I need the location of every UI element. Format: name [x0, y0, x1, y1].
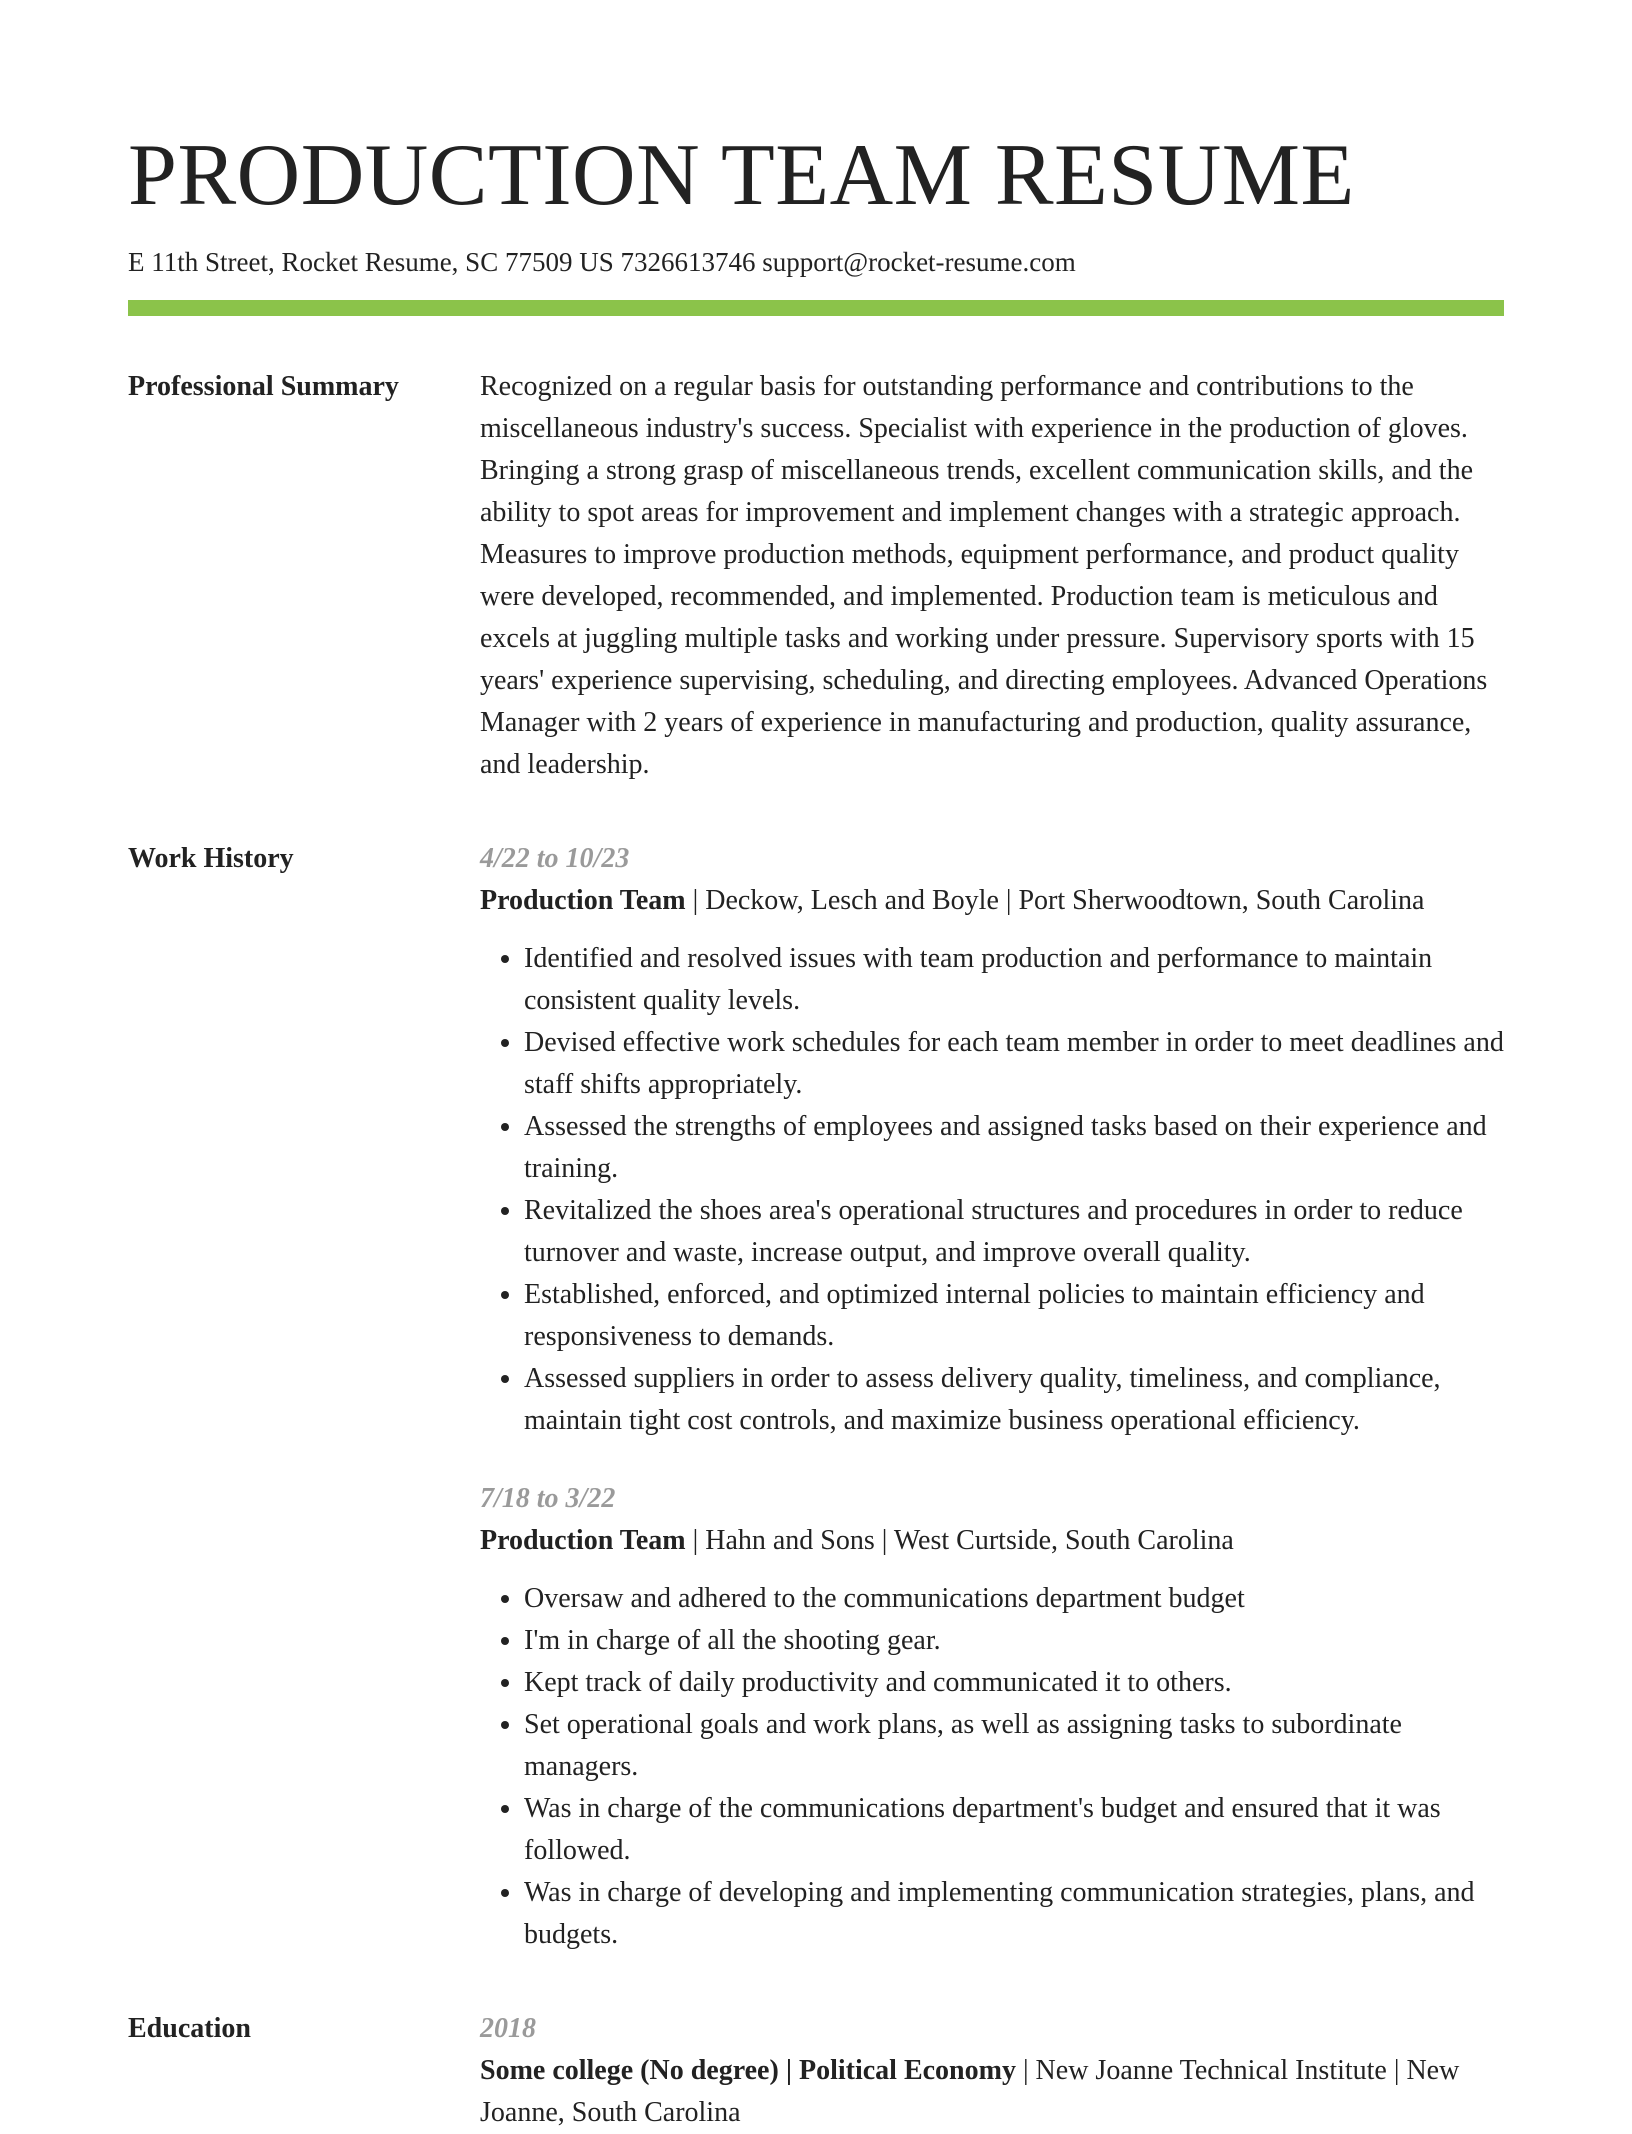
summary-body	[480, 366, 1504, 786]
job-dates: 7/18 to 3/22	[480, 1483, 616, 1515]
education-body	[480, 2008, 1504, 2134]
education-heading	[480, 2050, 1504, 2134]
list-item: • Identified and resolved issues with team production and performance to maintain consistent quality levels.	[524, 938, 1504, 1022]
contact-line: E 11th Street, Rocket Resume, SC 77509 US 7326613746 support@rocket-resume.com	[128, 247, 1076, 277]
list-item: • Established, enforced, and optimized internal policies to maintain efficiency and responsiveness to demands.	[524, 1274, 1504, 1358]
list-item: • I'm in charge of all the shooting gear.	[524, 1620, 1504, 1662]
work-history-section	[128, 838, 1504, 1956]
list-item: • Oversaw and adhered to the communications department budget	[524, 1578, 1504, 1620]
list-item: • Kept track of daily productivity and communicated it to others.	[524, 1662, 1504, 1704]
education-section	[128, 2008, 1504, 2134]
job-entry	[480, 838, 1504, 1442]
list-item: • Assessed suppliers in order to assess delivery quality, timeliness, and compliance, maintain tight cost controls, and maximize business operational efficiency.	[524, 1358, 1504, 1442]
list-item: • Devised effective work schedules for each team member in order to meet deadlines and staff shifts appropriately.	[524, 1022, 1504, 1106]
accent-divider	[128, 300, 1504, 316]
job-heading	[480, 880, 1504, 922]
section-label-summary: Professional Summary	[128, 371, 399, 403]
job-title: Production Team	[480, 885, 686, 917]
list-item: • Assessed the strengths of employees and assigned tasks based on their experience and training.	[524, 1106, 1504, 1190]
job-dates: 4/22 to 10/23	[480, 843, 630, 875]
summary-text: Recognized on a regular basis for outstanding performance and contributions to the miscellaneous industry's success. Specialist with experience in the production of gloves. Bringing a strong grasp of miscellaneous trends, excellent communication skills, and the ability to spot areas for improvement and implement changes with a strategic approach. Measures to improve production methods, equipment performance, and product quality were developed, recommended, and implemented. Production team is meticulous and excels at juggling multiple tasks and working under pressure. Supervisory sports with 15 years' experience supervising, scheduling, and directing employees. Advanced Operations Manager with 2 years of experience in manufacturing and production, quality assurance, and leadership.	[480, 371, 1488, 781]
education-details: | New Joanne Technical Institute | New Joanne, South Carolina	[480, 2055, 1460, 2129]
list-item: • Revitalized the shoes area's operational structures and procedures in order to reduce turnover and waste, increase output, and improve overall quality.	[524, 1190, 1504, 1274]
education-degree: Some college (No degree) | Political Economy	[480, 2055, 1016, 2087]
job-entry	[480, 1478, 1504, 1956]
job-details: | Deckow, Lesch and Boyle | Port Sherwoodtown, South Carolina	[685, 885, 1425, 917]
section-label-education: Education	[128, 2013, 251, 2045]
job-title: Production Team	[480, 1525, 686, 1557]
professional-summary-section	[128, 366, 1504, 786]
work-body	[480, 838, 1504, 1956]
section-label-work: Work History	[128, 843, 294, 875]
list-item: • Set operational goals and work plans, as well as assigning tasks to subordinate managers.	[524, 1704, 1504, 1788]
resume-title: PRODUCTION TEAM RESUME	[128, 127, 1355, 224]
job-bullet-list	[480, 1578, 1504, 1956]
job-heading	[480, 1520, 1504, 1562]
list-item: • Was in charge of the communications department's budget and ensured that it was followed.	[524, 1788, 1504, 1872]
job-bullet-list	[480, 938, 1504, 1442]
list-item: • Was in charge of developing and implementing communication strategies, plans, and budgets.	[524, 1872, 1504, 1956]
education-year: 2018	[480, 2013, 536, 2045]
job-details: | Hahn and Sons | West Curtside, South Carolina	[685, 1525, 1234, 1557]
